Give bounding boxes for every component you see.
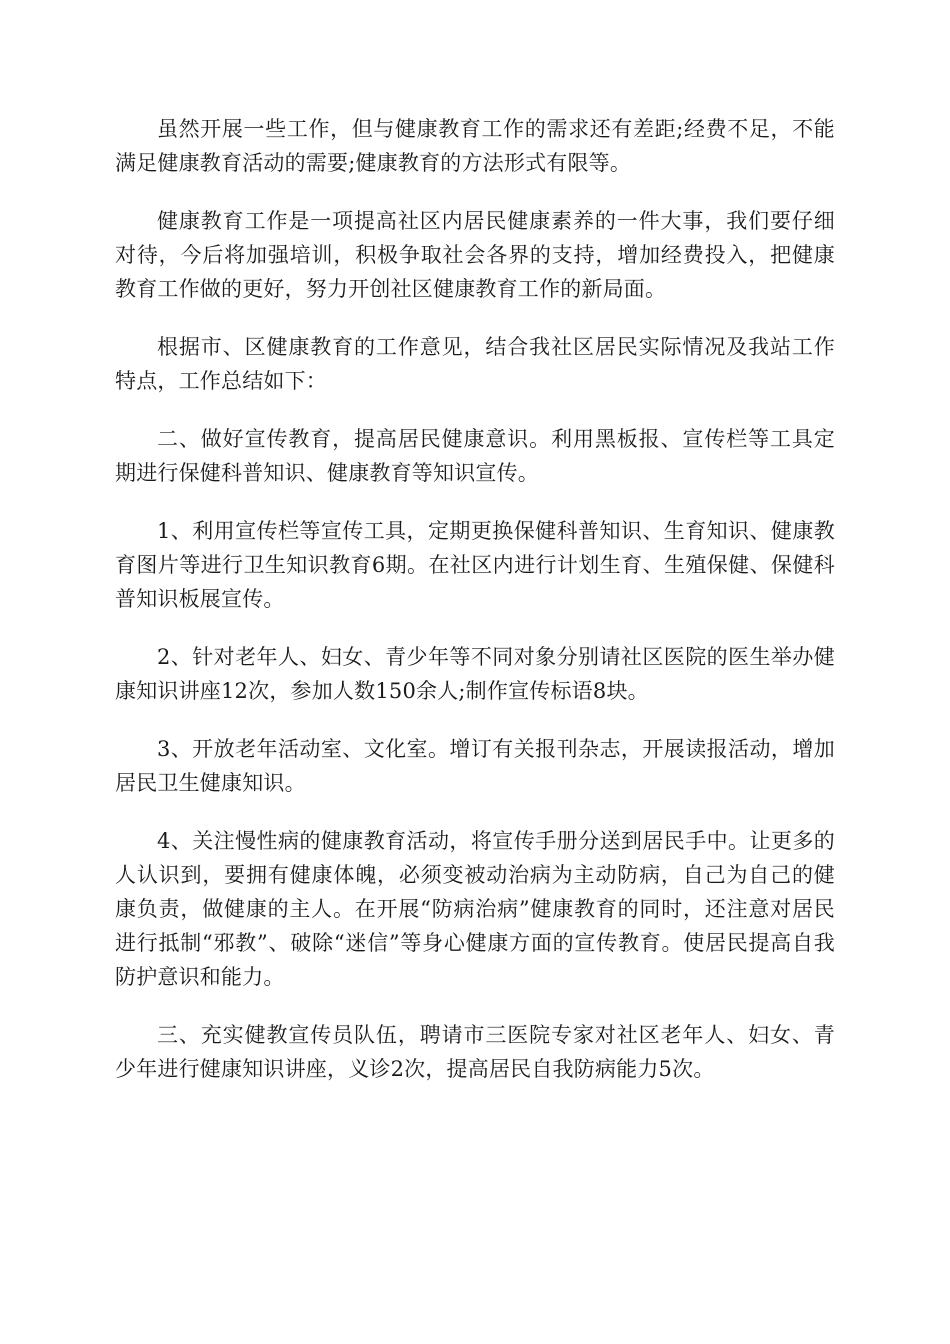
paragraph-6: 2、针对老年人、妇女、青少年等不同对象分别请社区医院的医生举办健康知识讲座12次，参加人数150余人;制作宣传标语8块。 — [115, 645, 835, 703]
paragraph-3: 根据市、区健康教育的工作意见，结合我社区居民实际情况及我站工作特点，工作总结如下： — [115, 335, 835, 393]
paragraph-4: 二、做好宣传教育，提高居民健康意识。利用黑板报、宣传栏等工具定期进行保健科普知识、健康教育等知识宣传。 — [115, 427, 835, 485]
document-body — [115, 112, 835, 1110]
paragraph-7: 3、开放老年活动室、文化室。增订有关报刊杂志，开展读报活动，增加居民卫生健康知识。 — [115, 737, 835, 795]
paragraph-9: 三、充实健教宣传员队伍，聘请市三医院专家对社区老年人、妇女、青少年进行健康知识讲座，义诊2次，提高居民自我防病能力5次。 — [115, 1023, 835, 1081]
paragraph-8: 4、关注慢性病的健康教育活动，将宣传手册分送到居民手中。让更多的人认识到，要拥有健康体魄，必须变被动治病为主动防病，自己为自己的健康负责，做健康的主人。在开展“防病治病”健康教育的同时，还注意对居民进行抵制“邪教”、破除“迷信”等身心健康方面的宣传教育。使居民提高自我防护意识和能力。 — [115, 829, 835, 989]
paragraph-5: 1、利用宣传栏等宣传工具，定期更换保健科普知识、生育知识、健康教育图片等进行卫生知识教育6期。在社区内进行计划生育、生殖保健、保健科普知识板展宣传。 — [115, 519, 835, 611]
paragraph-1: 虽然开展一些工作，但与健康教育工作的需求还有差距;经费不足，不能满足健康教育活动的需要;健康教育的方法形式有限等。 — [115, 117, 835, 175]
paragraph-2: 健康教育工作是一项提高社区内居民健康素养的一件大事，我们要仔细对待，今后将加强培训，积极争取社会各界的支持，增加经费投入，把健康教育工作做的更好，努力开创社区健康教育工作的新局面。 — [115, 209, 835, 301]
